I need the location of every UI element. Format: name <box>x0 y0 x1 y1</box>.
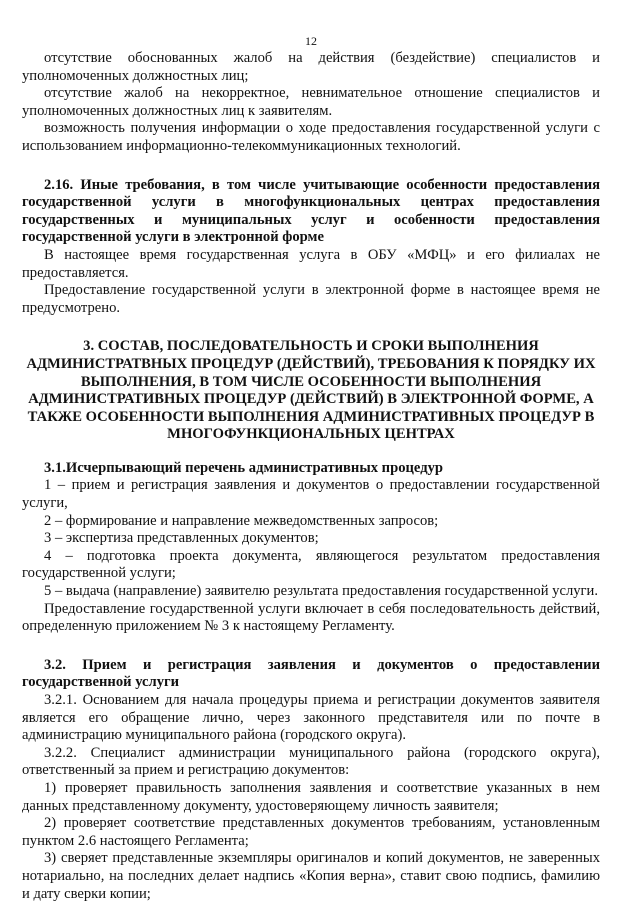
section-2-16-number: 2.16. <box>44 176 74 193</box>
page-number: 12 <box>305 34 317 48</box>
paragraph-no-complaints-actions: отсутствие обоснованных жалоб на действия (бездействие) специалистов и уполномоченных должностных лиц; <box>22 50 600 84</box>
list-item-check-2: 2) проверяет соответствие представленных документов требованиям, установленным пунктом 2.6 настоящего Регламента; <box>22 815 600 849</box>
list-item-procedure-4: 4 – подготовка проекта документа, являющегося результатом предоставления государственной услуги; <box>22 547 600 582</box>
paragraph-3-2-2: 3.2.2. Специалист администрации муниципального района (городского округа), ответственный за прием и регистрацию документов: <box>22 744 600 779</box>
paragraph-info-availability: возможность получения информации о ходе предоставления государственной услуги с использованием информационно-телекоммуникационных технологий. <box>22 120 600 154</box>
chapter-3-title: 3. СОСТАВ, ПОСЛЕДОВАТЕЛЬНОСТЬ И СРОКИ ВЫПОЛНЕНИЯ АДМИНИСТРАТВНЫХ ПРОЦЕДУР (ДЕЙСТВИЙ), ТРЕБОВАНИЯ К ПОРЯДКУ ИХ ВЫПОЛНЕНИЯ, В ТОМ ЧИСЛЕ ОСОБЕННОСТИ ВЫПОЛНЕНИЯ АДМИНИСТРАТИВНЫХ ПРОЦЕДУР (ДЕЙСТВИЙ) В ЭЛЕКТРОННОЙ ФОРМЕ, А ТАКЖЕ ОСОБЕННОСТИ ВЫПОЛНЕНИЯ АДМИНИСТРАТИВНЫХ ПРОЦЕДУР В МНОГОФУНКЦИОНАЛЬНЫХ ЦЕНТРАХ <box>26 338 596 443</box>
list-item-procedure-5: 5 – выдача (направление) заявителю результата предоставления государственной услуги. <box>44 583 598 600</box>
paragraph-no-complaints-attitude: отсутствие жалоб на некорректное, невнимательное отношение специалистов и уполномоченных должностных лиц к заявителям. <box>22 85 600 119</box>
list-item-procedure-1: 1 – прием и регистрация заявления и документов о предоставлении государственной услуги, <box>22 477 600 512</box>
paragraph-3-2-1: 3.2.1. Основанием для начала процедуры приема и регистрации документов заявителя является его обращение лично, через законного представителя или по почте в администрацию муниципального района (городского округа). <box>22 692 600 744</box>
paragraph-mfc-not-provided: В настоящее время государственная услуга в ОБУ «МФЦ» и его филиалах не предоставляется. <box>22 246 600 281</box>
section-2-16-heading <box>22 177 600 247</box>
section-2-16-title: Иные требования, в том числе учитывающие особенности предоставления государственной услуги в многофункциональных центрах предоставления государственных и муниципальных услуг и особенности предоставления государственной услуги в электронной форме <box>22 176 600 246</box>
list-item-procedure-2: 2 – формирование и направление межведомственных запросов; <box>44 512 439 529</box>
paragraph-electronic-not-provided: Предоставление государственной услуги в электронной форме в настоящее время не предусмотрено. <box>22 282 600 316</box>
list-item-check-1: 1) проверяет правильность заполнения заявления и соответствие указанных в нем данных представленному документу, удостоверяющему личность заявителя; <box>22 779 600 814</box>
section-3-1-heading: 3.1.Исчерпывающий перечень административных процедур <box>44 459 443 476</box>
paragraph-sequence-appendix: Предоставление государственной услуги включает в себя последовательность действий, определенную приложением № 3 к настоящему Регламенту. <box>22 600 600 635</box>
list-item-check-3: 3) сверяет представленные экземпляры оригиналов и копий документов, не заверенных нотариально, на последних делает надпись «Копия верна», ставит свою подпись, фамилию и дату сверки копии; <box>22 850 600 902</box>
list-item-procedure-3: 3 – экспертиза представленных документов; <box>44 530 319 547</box>
section-3-2-heading: 3.2. Прием и регистрация заявления и документов о предоставлении государственной услуги <box>22 656 600 691</box>
